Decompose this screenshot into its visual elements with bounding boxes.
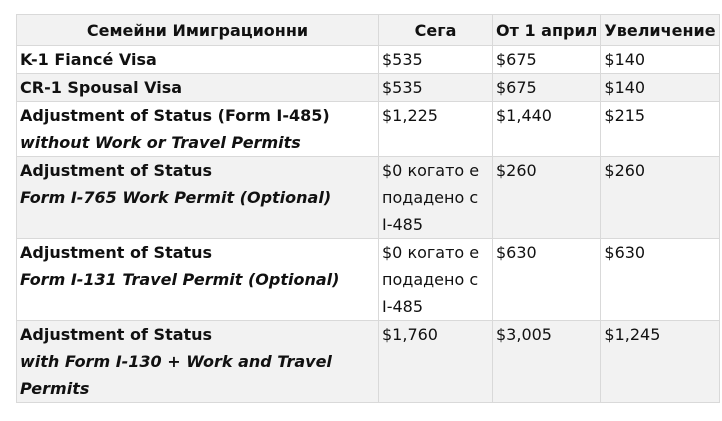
table-row xyxy=(17,74,720,102)
table-row xyxy=(17,46,720,74)
table-row xyxy=(17,321,720,403)
row-name xyxy=(17,321,379,403)
row-title: Adjustment of Status xyxy=(20,243,213,262)
row-name xyxy=(17,46,379,74)
fee-from-april: $675 xyxy=(493,46,601,74)
fee-table xyxy=(16,14,720,403)
fee-increase: $260 xyxy=(601,157,719,239)
fee-increase: $630 xyxy=(601,239,719,321)
table-row xyxy=(17,157,720,239)
fee-increase: $140 xyxy=(601,46,719,74)
row-title: Adjustment of Status xyxy=(20,325,213,344)
row-subtitle: with Form I-130 + Work and Travel Permits xyxy=(20,352,332,398)
fee-from-april: $675 xyxy=(493,74,601,102)
row-title: Adjustment of Status (Form I-485) xyxy=(20,106,330,125)
fee-now: $535 xyxy=(379,74,493,102)
header-category: Семейни Имиграционни xyxy=(17,15,379,46)
row-name xyxy=(17,239,379,321)
fee-now: $1,225 xyxy=(379,102,493,157)
row-title: Adjustment of Status xyxy=(20,161,213,180)
table-row xyxy=(17,239,720,321)
fee-from-april: $3,005 xyxy=(493,321,601,403)
fee-increase: $140 xyxy=(601,74,719,102)
fee-now: $1,760 xyxy=(379,321,493,403)
fee-now: $535 xyxy=(379,46,493,74)
header-now: Сега xyxy=(379,15,493,46)
fee-now: $0 когато е подадено с I-485 xyxy=(379,157,493,239)
fee-from-april: $1,440 xyxy=(493,102,601,157)
fee-from-april: $630 xyxy=(493,239,601,321)
fee-increase: $215 xyxy=(601,102,719,157)
fee-increase: $1,245 xyxy=(601,321,719,403)
fee-table-container xyxy=(16,14,720,403)
row-name xyxy=(17,102,379,157)
row-subtitle: Form I-131 Travel Permit (Optional) xyxy=(20,270,340,289)
table-header-row xyxy=(17,15,720,46)
header-increase: Увеличение xyxy=(601,15,719,46)
header-from-april: От 1 април xyxy=(493,15,601,46)
fee-now: $0 когато е подадено с I-485 xyxy=(379,239,493,321)
fee-from-april: $260 xyxy=(493,157,601,239)
row-title: CR-1 Spousal Visa xyxy=(20,78,183,97)
row-title: K-1 Fiancé Visa xyxy=(20,50,157,69)
row-name xyxy=(17,157,379,239)
row-subtitle: Form I-765 Work Permit (Optional) xyxy=(20,188,332,207)
row-name xyxy=(17,74,379,102)
table-row xyxy=(17,102,720,157)
row-subtitle: without Work or Travel Permits xyxy=(20,133,301,152)
